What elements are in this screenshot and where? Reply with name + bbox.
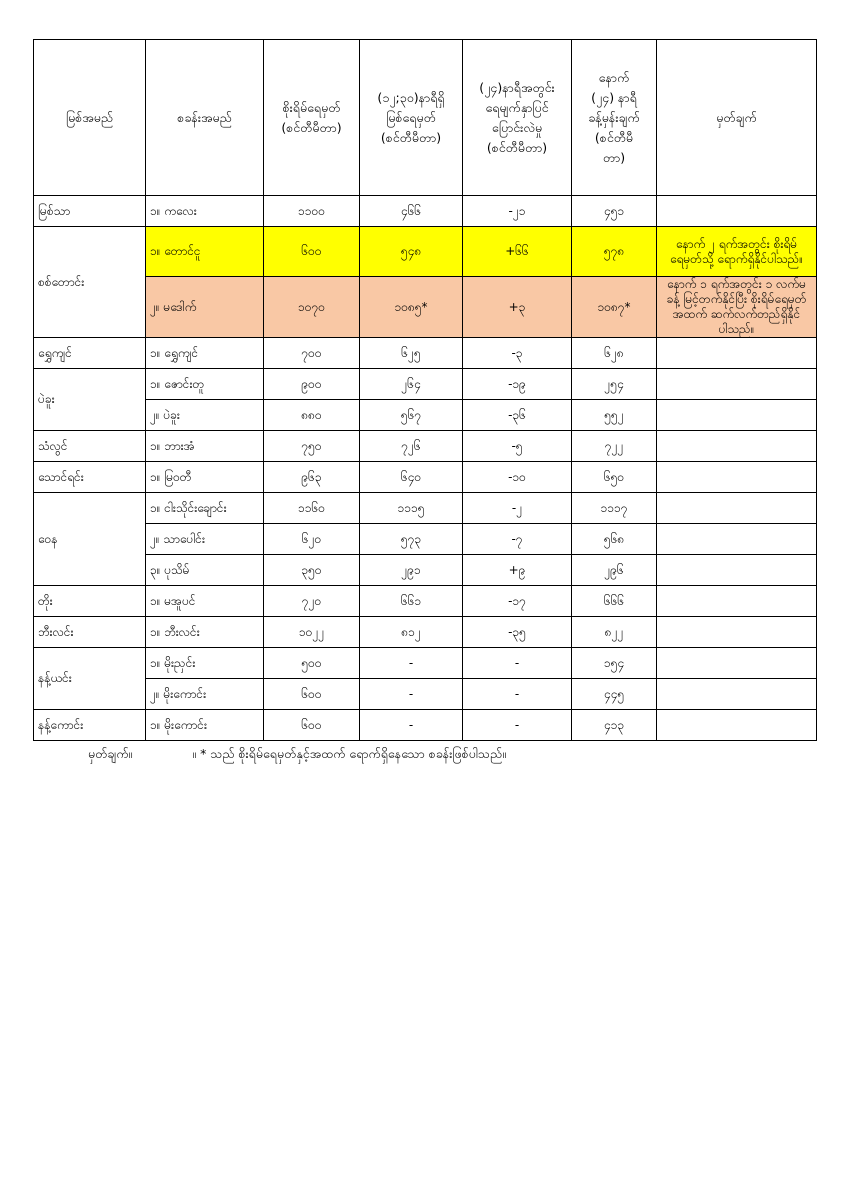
footnote-text: ။ * သည် စိုးရိမ်ရေမှတ်နှင့်အထက် ရောက်ရှိနေသော စခန်းဖြစ်ပါသည်။ [192,746,506,761]
table-row [34,227,817,277]
forecast-cell: ၄၄၅ [572,679,657,710]
forecast-cell: ၁၁၁၇ [572,493,657,524]
station-name-cell: ၂။ မိုးကောင်း [146,679,264,710]
change-cell: - [463,710,572,741]
station-name-cell: ၃။ ပုသိမ် [146,555,264,586]
change-cell: -၃၆ [463,400,572,431]
water-level-cell: ၁၁၁၅ [360,493,463,524]
header-change: (၂၄)နာရီအတွင်း ရေမျက်နှာပြင် ပြောင်းလဲမှု (စင်တီမီတာ) [463,40,572,196]
forecast-cell: ၆၆၆ [572,586,657,617]
table-row [34,277,817,338]
station-name-cell: ၂။ ပဲခူး [146,400,264,431]
change-cell: -၂ [463,493,572,524]
remark-cell: နောက် ၁ ရက်အတွင်း ၁ လက်မခန့် မြင့်တက်နိုင်ပြီး စိုးရိမ်ရေမှတ်အထက် ဆက်လက်တည်ရှိနိုင်ပါသည်။ [657,277,817,338]
change-cell: -၃ [463,338,572,369]
header-danger-level: စိုးရိမ်ရေမှတ် (စင်တီမီတာ) [264,40,360,196]
water-level-cell: - [360,679,463,710]
river-level-table [33,39,817,741]
remark-cell [657,679,817,710]
danger-level-cell: ၁၁၆၀ [264,493,360,524]
footnote-label: မှတ်ချက်။ [88,746,133,761]
header-water-level: (၁၂;၃၀)နာရီရှိ မြစ်ရေမှတ် (စင်တီမီတာ) [360,40,463,196]
table-row [34,648,817,679]
change-cell: -၁၉ [463,369,572,400]
forecast-cell: ၆၅၀ [572,462,657,493]
change-cell: +၃ [463,277,572,338]
remark-cell [657,400,817,431]
forecast-cell: ၆၂၈ [572,338,657,369]
water-level-cell: ၄၆၆ [360,196,463,227]
table-row [34,400,817,431]
station-name-cell: ၁။ ဘားအံ [146,431,264,462]
table-row [34,710,817,741]
forecast-cell: ၅၅၂ [572,400,657,431]
station-name-cell: ၁။ တောင်ငူ [146,227,264,277]
station-name-cell: ၁။ ရွှေကျင် [146,338,264,369]
river-name-cell: ပဲခူး [34,369,146,431]
danger-level-cell: ၆၀၀ [264,679,360,710]
water-level-cell: ၅၆၇ [360,400,463,431]
station-name-cell: ၁။ မိုးကောင်း [146,710,264,741]
water-level-cell: ၈၁၂ [360,617,463,648]
table-row [34,679,817,710]
danger-level-cell: ၆၀၀ [264,710,360,741]
table-row [34,369,817,400]
header-river: မြစ်အမည် [34,40,146,196]
danger-level-cell: ၈၈၀ [264,400,360,431]
header-station: စခန်းအမည် [146,40,264,196]
table-row [34,196,817,227]
forecast-cell: ၂၉၆ [572,555,657,586]
danger-level-cell: ၇၂၀ [264,586,360,617]
danger-level-cell: ၉၀၀ [264,369,360,400]
table-row [34,431,817,462]
river-name-cell: ဝေန [34,493,146,586]
water-level-cell: ၂၆၄ [360,369,463,400]
danger-level-cell: ၉၆၃ [264,462,360,493]
water-level-cell: ၇၂၆ [360,431,463,462]
change-cell: +၆၆ [463,227,572,277]
forecast-cell: ၈၂၂ [572,617,657,648]
river-name-cell: စစ်တောင်း [34,227,146,338]
forecast-cell: ၁၅၄ [572,648,657,679]
station-name-cell: ၁။ ငါးသိုင်းချောင်း [146,493,264,524]
forecast-cell: ၅၆၈ [572,524,657,555]
forecast-cell: ၅၇၈ [572,227,657,277]
remark-cell [657,555,817,586]
water-level-cell: ၆၄၀ [360,462,463,493]
remark-cell [657,369,817,400]
change-cell: +၉ [463,555,572,586]
station-name-cell: ၁။ ဘီးလင်း [146,617,264,648]
station-name-cell: ၁။ မိုးညှင်း [146,648,264,679]
river-name-cell: ဘီးလင်း [34,617,146,648]
change-cell: -၅ [463,431,572,462]
change-cell: -၁၀ [463,462,572,493]
danger-level-cell: ၁၀၇၀ [264,277,360,338]
station-name-cell: ၁။ ဇောင်းတူ [146,369,264,400]
danger-level-cell: ၃၅၀ [264,555,360,586]
danger-level-cell: ၆၀၀ [264,227,360,277]
change-cell: -၁၇ [463,586,572,617]
table-row [34,586,817,617]
water-level-cell: ၂၉၁ [360,555,463,586]
water-level-cell: ၆၂၅ [360,338,463,369]
table-row [34,555,817,586]
change-cell: - [463,679,572,710]
station-name-cell: ၁။ မြဝတီ [146,462,264,493]
river-name-cell: နန့်ယင်း [34,648,146,710]
remark-cell [657,648,817,679]
water-level-cell: - [360,648,463,679]
danger-level-cell: ၁၁၀၀ [264,196,360,227]
water-level-cell: ၅၄၈ [360,227,463,277]
header-row [34,40,817,196]
forecast-cell: ၂၅၄ [572,369,657,400]
river-name-cell: တိုး [34,586,146,617]
remark-cell [657,338,817,369]
remark-cell [657,493,817,524]
change-cell: -၂၁ [463,196,572,227]
danger-level-cell: ၇၅၀ [264,431,360,462]
table-row [34,617,817,648]
change-cell: -၇ [463,524,572,555]
water-level-cell: ၁၀၈၅* [360,277,463,338]
forecast-cell: ၇၂၂ [572,431,657,462]
table-row [34,493,817,524]
station-name-cell: ၂။ သာပေါင်း [146,524,264,555]
danger-level-cell: ၇၀၀ [264,338,360,369]
remark-cell [657,586,817,617]
remark-cell [657,617,817,648]
table-body [34,196,817,741]
water-level-cell: - [360,710,463,741]
remark-cell: နောက် ၂ ရက်အတွင်း စိုးရိမ်ရေမှတ်သို့ ရောက်ရှိနိုင်ပါသည်။ [657,227,817,277]
danger-level-cell: ၁၀၂၂ [264,617,360,648]
water-level-cell: ၅၇၃ [360,524,463,555]
remark-cell [657,462,817,493]
header-remarks: မှတ်ချက် [657,40,817,196]
remark-cell [657,524,817,555]
change-cell: -၃၅ [463,617,572,648]
forecast-cell: ၄၁၃ [572,710,657,741]
remark-cell [657,710,817,741]
river-name-cell: ရွှေကျင် [34,338,146,369]
danger-level-cell: ၆၂၀ [264,524,360,555]
footnote [88,746,506,765]
forecast-cell: ၁၀၈၇* [572,277,657,338]
river-name-cell: သံလွင် [34,431,146,462]
remark-cell [657,196,817,227]
table-row [34,462,817,493]
station-name-cell: ၁။ ကလေး [146,196,264,227]
station-name-cell: ၂။ မဒေါက် [146,277,264,338]
remark-cell [657,431,817,462]
forecast-cell: ၄၅၁ [572,196,657,227]
station-name-cell: ၁။ မအူပင် [146,586,264,617]
danger-level-cell: ၅၀၀ [264,648,360,679]
river-name-cell: သောင်ရင်း [34,462,146,493]
change-cell: - [463,648,572,679]
river-name-cell: မြစ်သာ [34,196,146,227]
water-level-cell: ၆၆၁ [360,586,463,617]
header-forecast: နောက် (၂၄) နာရီ ခန့်မှန်းချက် (စင်တီမီ တာ) [572,40,657,196]
river-name-cell: နန့်ကောင်း [34,710,146,741]
table-row [34,338,817,369]
table-row [34,524,817,555]
